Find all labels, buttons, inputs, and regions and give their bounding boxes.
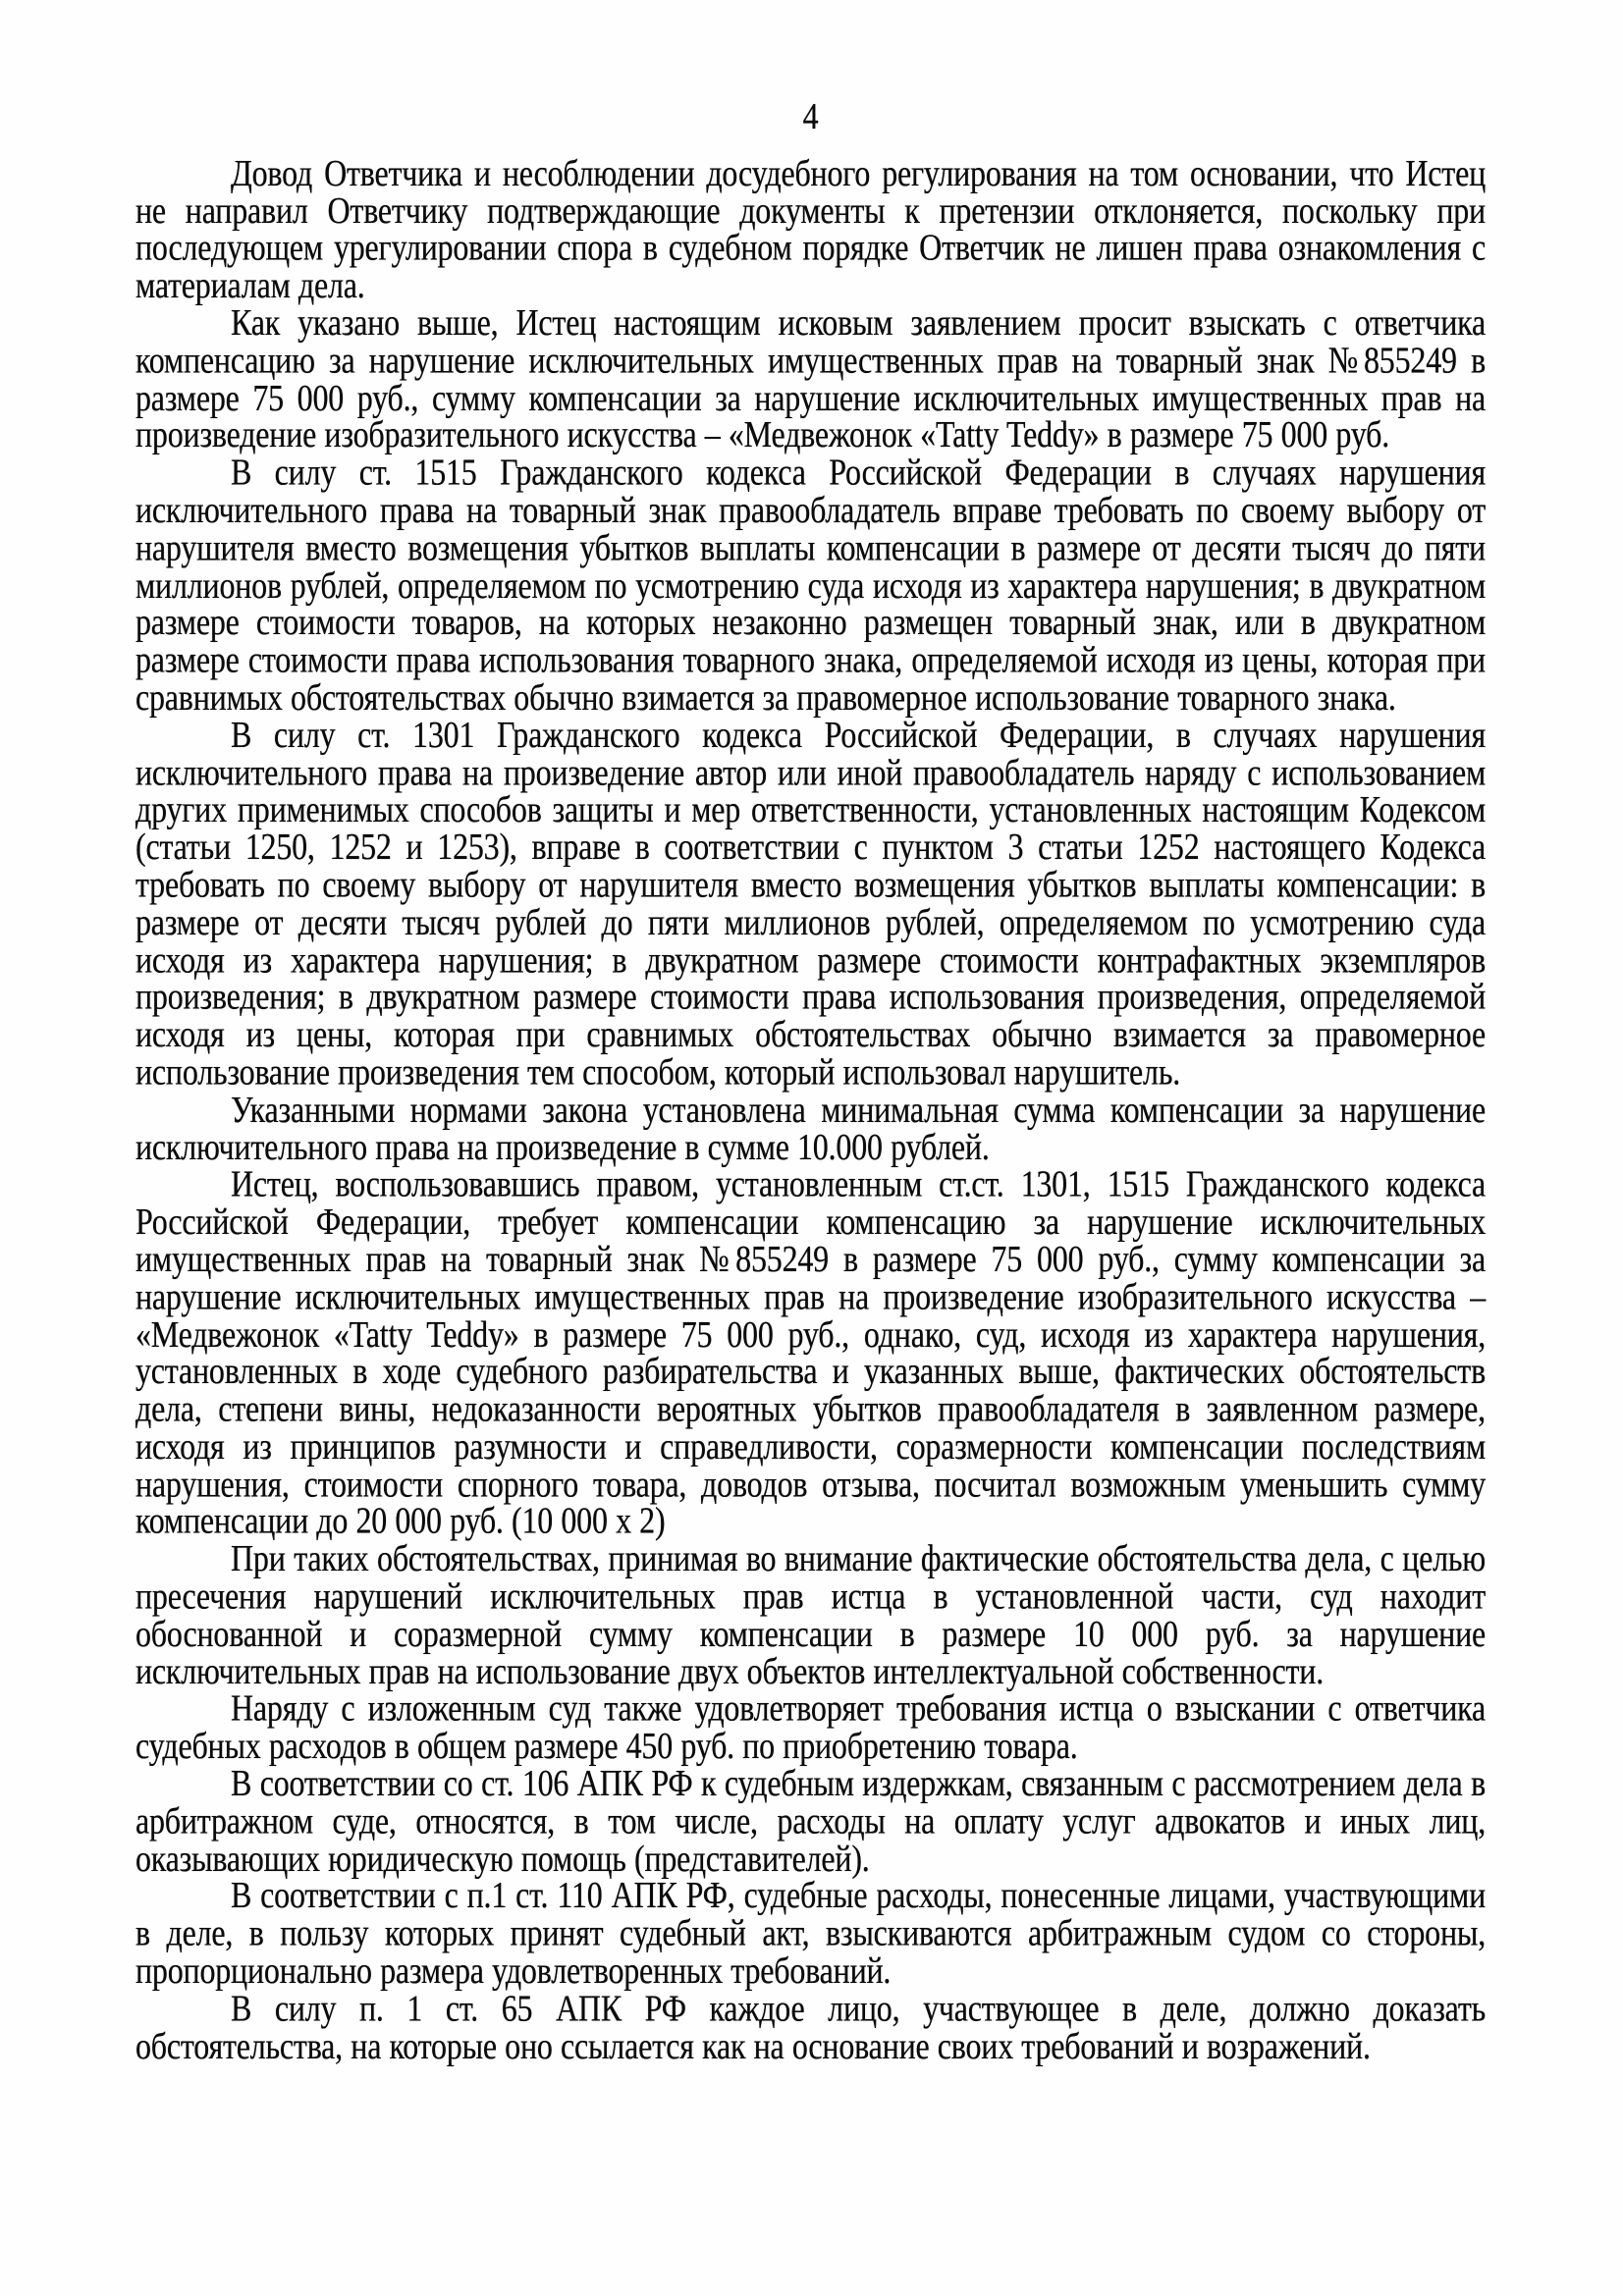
page-number: 4 <box>802 94 819 137</box>
paragraph-compensation-reduction: Истец, воспользовавшись правом, установленным ст.ст. 1301, 1515 Гражданского кодекса Российской Федерации, требует компенсации компенсацию за нарушение исключительных имущественных прав на товарный знак №855249 в размере 75 000 руб., сумму компенсации за нарушение исключительных имущественных прав на произведение изобразительного искусства – «Медвежонок «Tatty Teddy» в размере 75 000 руб., однако, суд, исходя из характера нарушения, установленных в ходе судебного разбирательства и указанных выше, фактических обстоятельств дела, степени вины, недоказанности вероятных убытков правообладателя в заявленном размере, исходя из принципов разумности и справедливости, соразмерности компенсации последствиям нарушения, стоимости спорного товара, доводов отзыва, посчитал возможным уменьшить сумму компенсации до 20 000 руб. (10 000 х 2) <box>135 1161 1486 1542</box>
paragraph-apk-110: В соответствии с п.1 ст. 110 АПК РФ, судебные расходы, понесенные лицами, участвующими в деле, в пользу которых принят судебный акт, взыскиваются арбитражным судом со стороны, пропорционально размера удовлетворенных требований. <box>135 1873 1486 1992</box>
paragraph-article-1301: В силу ст. 1301 Гражданского кодекса Российской Федерации, в случаях нарушения исключительного права на произведение автор или иной правообладатель наряду с использованием других применимых способов защиты и мер ответственности, установленных настоящим Кодексом (статьи 1250, 1252 и 1253), вправе в соответствии с пунктом 3 статьи 1252 настоящего Кодекса требовать по своему выбору от нарушителя вместо возмещения убытков выплаты компенсации: в размере от десяти тысяч рублей до пяти миллионов рублей, определяемом по усмотрению суда исходя из характера нарушения; в двукратном размере стоимости контрафактных экземпляров произведения; в двукратном размере стоимости права использования произведения, определяемой исходя из цены, которая при сравнимых обстоятельствах обычно взимается за правомерное использование произведения тем способом, который использовал нарушитель. <box>135 713 1486 1093</box>
page-content <box>135 94 1486 2066</box>
paragraph-article-1515: В силу ст. 1515 Гражданского кодекса Российской Федерации в случаях нарушения исключительного права на товарный знак правообладатель вправе требовать по своему выбору от нарушителя вместо возмещения убытков выплаты компенсации в размере от десяти тысяч до пяти миллионов рублей, определяемом по усмотрению суда исходя из характера нарушения; в двукратном размере стоимости товаров, на которых незаконно размещен товарный знак, или в двукратном размере стоимости права использования товарного знака, определяемой исходя из цены, которая при сравнимых обстоятельствах обычно взимается за правомерное использование товарного знака. <box>135 451 1486 719</box>
paragraph-court-finding: При таких обстоятельствах, принимая во внимание фактические обстоятельства дела, с целью пресечения нарушений исключительных прав истца в установленной части, суд находит обоснованной и соразмерной сумму компенсации в размере 10 000 руб. за нарушение исключительных прав на использование двух объектов интеллектуальной собственности. <box>135 1536 1486 1692</box>
paragraph-court-costs-450: Наряду с изложенным суд также удовлетворяет требования истца о взыскании с ответчика судебных расходов в общем размере 450 руб. по приобретению товара. <box>135 1686 1486 1767</box>
paragraph-pretrial-settlement-argument: Довод Ответчика и несоблюдении досудебного регулирования на том основании, что Истец не направил Ответчику подтверждающие документы к претензии отклоняется, поскольку при последующем урегулировании спора в судебном порядке Ответчик не лишен права ознакомления с материалам дела. <box>135 150 1486 306</box>
paragraph-claim-summary: Как указано выше, Истец настоящим исковым заявлением просит взыскать с ответчика компенсацию за нарушение исключительных имущественных прав на товарный знак №855249 в размере 75 000 руб., сумму компенсации за нарушение исключительных имущественных прав на произведение изобразительного искусства – «Медвежонок «Tatty Teddy» в размере 75 000 руб. <box>135 300 1486 456</box>
paragraph-minimum-compensation: Указанными нормами закона установлена минимальная сумма компенсации за нарушение исключительного права на произведение в сумме 10.000 рублей. <box>135 1087 1486 1168</box>
paragraph-apk-106: В соответствии со ст. 106 АПК РФ к судебным издержкам, связанным с рассмотрением дела в арбитражном суде, относятся, в том числе, расходы на оплату услуг адвокатов и иных лиц, оказывающих юридическую помощь (представителей). <box>135 1761 1486 1879</box>
decision-text-body <box>135 150 1486 2066</box>
paragraph-apk-65: В силу п. 1 ст. 65 АПК РФ каждое лицо, участвующее в деле, должно доказать обстоятельства, на которые оно ссылается как на основание своих требований и возражений. <box>135 1986 1486 2066</box>
